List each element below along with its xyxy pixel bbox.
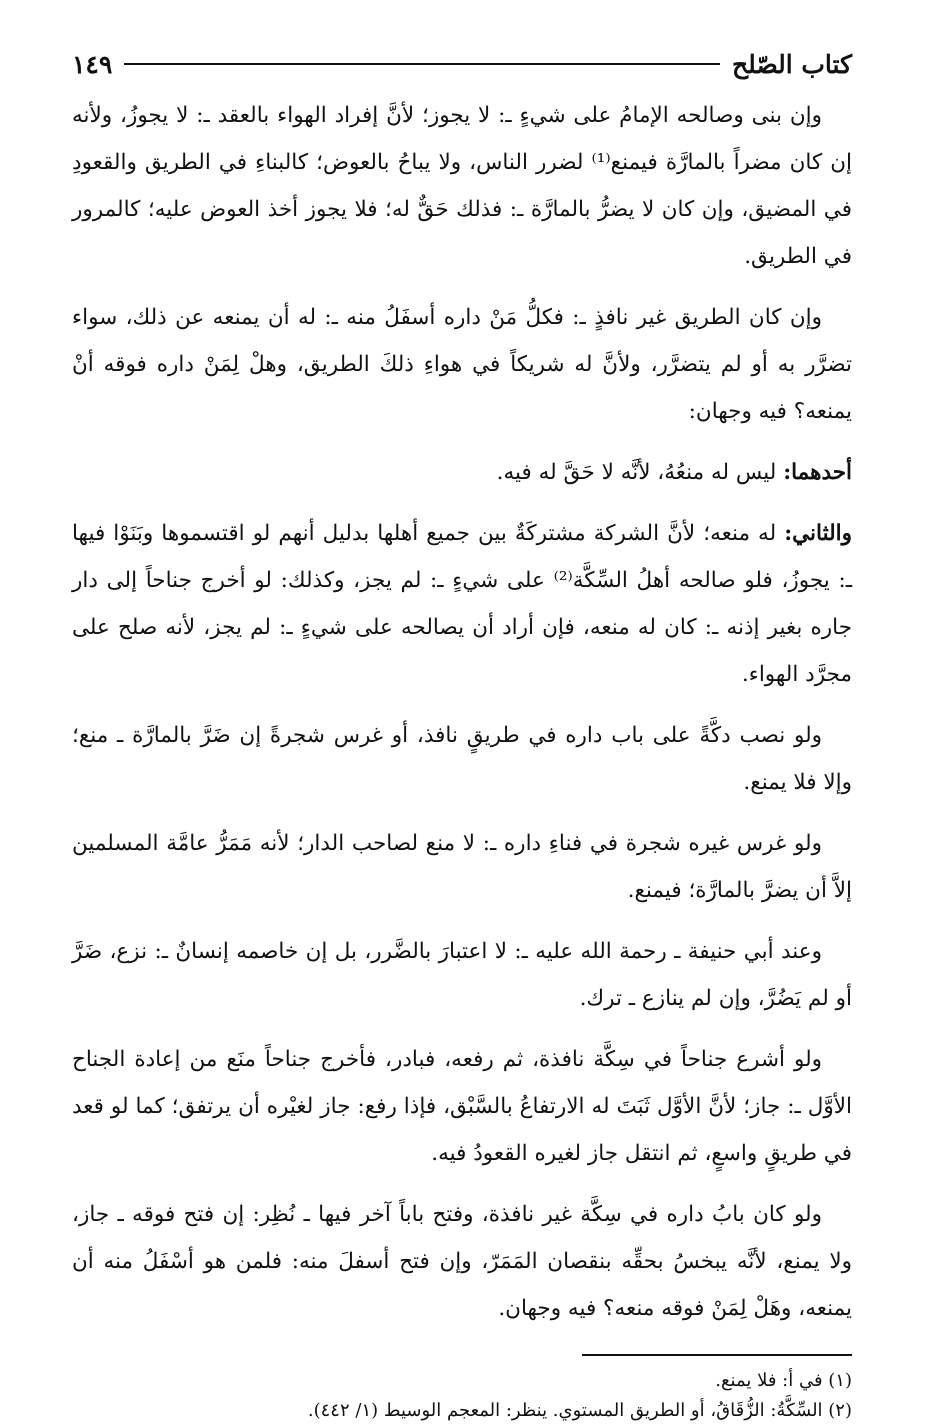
paragraph-lead: والثاني:	[784, 521, 852, 546]
book-page	[72, 42, 852, 1426]
body-text	[72, 92, 852, 1332]
paragraph-text: وإن كان الطريق غير نافذٍ ـ: فكلُّ مَنْ داره أسفَلُ منه ـ: له أن يمنعه عن ذلك، سواء تضرَّر به أو لم يتضرَّر، ولأنَّ له شريكاً في هواءِ ذلكَ الطريق، وهلْ لِمَنْ داره فوقه أنْ يمنعه؟ فيه وجهان:	[72, 305, 852, 424]
paragraph	[72, 1036, 852, 1177]
paragraph	[72, 510, 852, 698]
paragraph-text: ولو غرس غيره شجرة في فناءِ داره ـ: لا منع لصاحب الدار؛ لأنه مَمَرُّ عامَّة المسلمين إلاَّ أن يضرَّ بالمارَّة؛ فيمنع.	[72, 831, 852, 903]
footnote-separator	[582, 1354, 852, 1356]
running-header	[72, 42, 852, 86]
footnotes	[72, 1366, 852, 1426]
paragraph	[72, 928, 852, 1022]
book-title: كتاب الصّلح	[732, 49, 852, 79]
paragraph	[72, 449, 852, 496]
paragraph-text: ولو نصب دكَّةً على باب داره في طريقٍ نافذ، أو غرس شجرةً إن ضَرَّ بالمارَّة ـ منع؛ وإلا فلا يمنع.	[72, 723, 852, 795]
footnote: (١) في أ: فلا يمنع.	[715, 1370, 852, 1391]
paragraph-text: وعند أبي حنيفة ـ رحمة الله عليه ـ: لا اعتبارَ بالضَّرر، بل إن خاصمه إنسانٌ ـ: نزع، ضَرَّ أو لم يَضُرَّ، وإن لم ينازع ـ ترك.	[72, 939, 852, 1011]
paragraph	[72, 92, 852, 280]
paragraph-text: ولو كان بابُ داره في سِكَّة غير نافذة، وفتح باباً آخر فيها ـ نُظِر: إن فتح فوقه ـ جاز، ولا يمنع، لأنَّه يبخسُ بحقِّه بنقصان المَمَرّ، وإن فتح أسفلَ منه: فلمن هو أسْفَلُ منه أن يمنعه، وهَلْ لِمَنْ فوقه منعه؟ فيه وجهان.	[72, 1202, 852, 1321]
paragraph-text: له منعه؛ لأنَّ الشركة مشتركَةٌ بين جميع أهلها بدليل أنهم لو اقتسموها وبَنَوْا فيها ـ: يجوزُ، فلو صالحه أهلُ السِّكَّة⁽²⁾ على شيءٍ ـ: لم يجز، وكذلك: لو أخرج جناحاً إلى دار جاره بغير إذنه ـ: كان له منعه، فإن أراد أن يصالحه على شيءٍ ـ: لم يجز، لأنه صلح على مجرَّد الهواء.	[72, 521, 853, 687]
page-number: ١٤٩	[72, 49, 113, 79]
paragraph	[72, 294, 852, 435]
paragraph	[72, 1191, 852, 1332]
paragraph-text: ولو أشرع جناحاً في سِكَّة نافذة، ثم رفعه، فبادر، فأخرج جناحاً منَع من إعادة الجناح الأوَّل ـ: جاز؛ لأنَّ الأوَّل ثَبَتَ له الارتفاعُ بالسَّبْق، فإذا رفع: جاز لغيْره أن يرتفق؛ كما لو قعد في طريقٍ واسعٍ، ثم انتقل جاز لغيره القعودُ فيه.	[72, 1047, 852, 1166]
paragraph	[72, 712, 852, 806]
paragraph	[72, 820, 852, 914]
header-rule	[124, 63, 720, 65]
paragraph-text: وإن بنى وصالحه الإمامُ على شيءٍ ـ: لا يجوز؛ لأنَّ إفراد الهواء بالعقد ـ: لا يجوزُ، ولأنه إن كان مضراً بالمارَّة فيمنع⁽¹⁾ لضرر الناس، ولا يباحُ بالعوض؛ كالبناءِ في الطريق والقعودِ في المضيق، وإن كان لا يضرُّ بالمارَّة ـ: فذلك حَقٌّ له؛ فلا يجوز أخذ العوض عليه؛ كالمرور في الطريق.	[72, 103, 853, 269]
paragraph-lead: أحدهما:	[783, 460, 852, 485]
footnote: (٢) السِّكَّةُ: الزُّقَاقُ، أو الطريق المستوي. ينظر: المعجم الوسيط (١/ ٤٤٢).	[307, 1400, 852, 1421]
paragraph-text: ليس له منعُهُ، لأنَّه لا حَقَّ له فيه.	[496, 460, 784, 485]
